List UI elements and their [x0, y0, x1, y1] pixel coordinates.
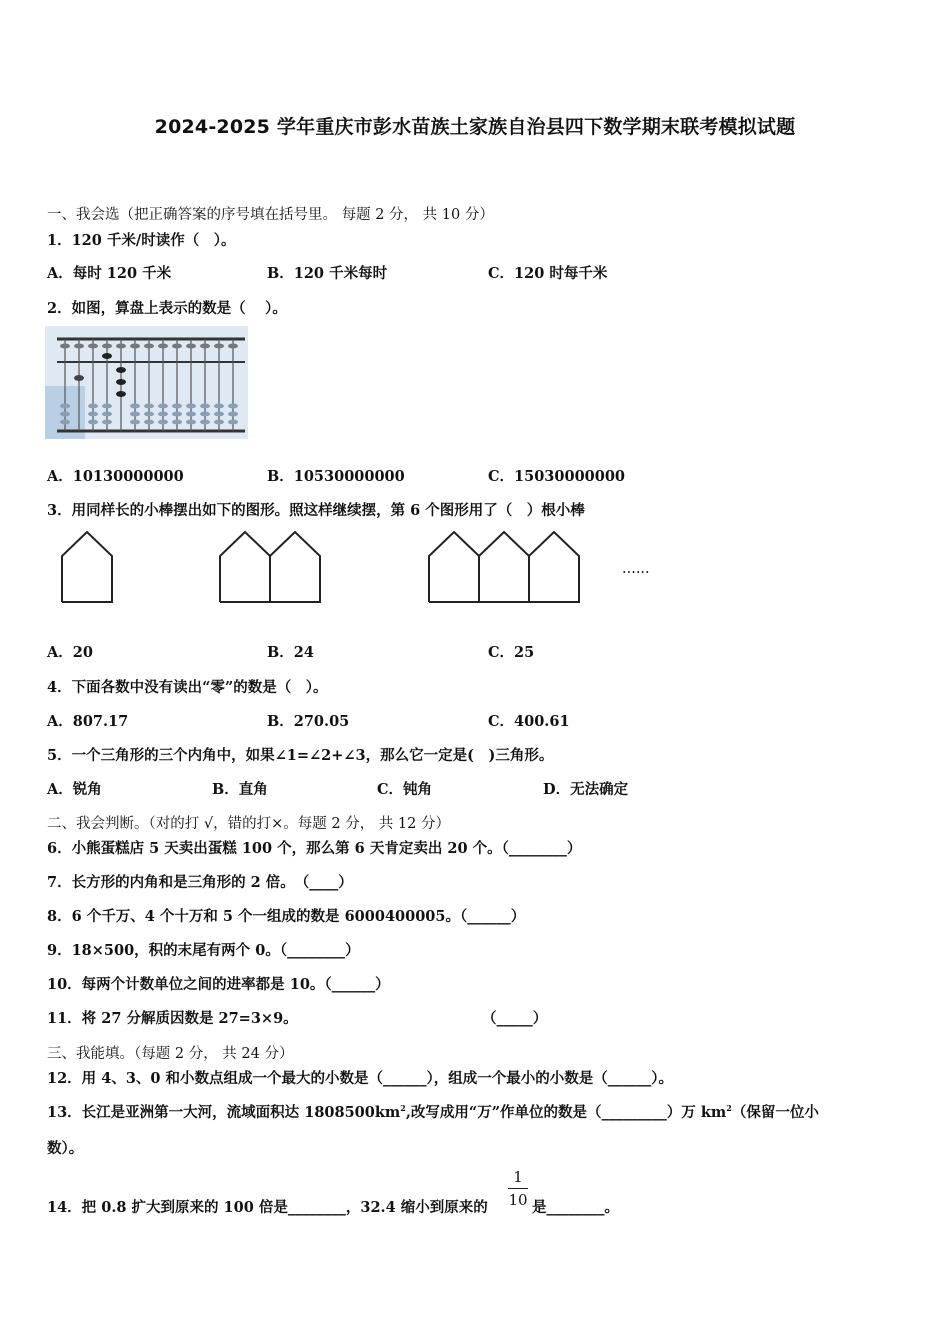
- q13-sup1: 2: [400, 1103, 406, 1114]
- q14-part2: 是________。: [532, 1199, 619, 1216]
- q3-stem: 3．用同样长的小棒摆出如下的图形。照这样继续摆，第 6 个图形用了（ ）根小棒: [47, 502, 585, 519]
- q2-stem: 2．如图，算盘上表示的数是（ ）。: [47, 300, 287, 317]
- q5-option-a: A．锐角: [47, 781, 102, 798]
- q7-statement: 7．长方形的内角和是三角形的 2 倍。 （____）: [47, 874, 353, 891]
- q2-option-c: C．15030000000: [488, 468, 626, 485]
- q2-option-a: A．10130000000: [47, 468, 184, 485]
- q1-stem: 1．120 千米/时读作（ ）。: [47, 232, 236, 249]
- q3-continuation-dots: ······: [622, 565, 650, 581]
- q6-statement: 6．小熊蛋糕店 5 天卖出蛋糕 100 个，那么第 6 天肯定卖出 20 个。（________）: [47, 840, 582, 857]
- q13-part3: （保留一位小: [731, 1104, 819, 1121]
- q13-line-2: 数）。: [47, 1140, 84, 1157]
- q14-part1: 14．把 0.8 扩大到原来的 100 倍是________，32.4 缩小到原来的: [47, 1199, 488, 1216]
- q9-statement: 9．18×500，积的末尾有两个 0。（________）: [47, 942, 360, 959]
- abacus-image: [45, 326, 248, 439]
- q11-answer-blank: （_____）: [482, 1010, 548, 1027]
- q13-sup2: 2: [726, 1103, 732, 1114]
- q3-option-c: C．25: [488, 644, 535, 661]
- q3-option-b: B．24: [267, 644, 314, 661]
- q14-fraction: [508, 1168, 528, 1209]
- q3-option-a: A．20: [47, 644, 93, 661]
- section-2-heading: 二、我会判断。（对的打 √，错的打×。每题 2 分， 共 12 分）: [47, 816, 450, 832]
- q8-statement: 8．6 个千万、4 个十万和 5 个一组成的数是 6000400005。（______）: [47, 908, 526, 925]
- q13-line-1: [47, 1101, 819, 1122]
- q1-option-a: A．每时 120 千米: [47, 265, 172, 282]
- q13-part1: 13．长江是亚洲第一大河，流域面积达 1808500km: [47, 1104, 401, 1121]
- section-1-heading: 一、我会选（把正确答案的序号填在括号里。 每题 2 分， 共 10 分）: [47, 207, 494, 223]
- q1-option-b: B．120 千米每时: [267, 265, 388, 282]
- page-title: 2024-2025 学年重庆市彭水苗族土家族自治县四下数学期末联考模拟试题: [154, 116, 796, 138]
- q13-part2: ,改写成用“万”作单位的数是（_________）万 km: [405, 1104, 727, 1121]
- q4-option-b: B．270.05: [267, 713, 350, 730]
- q4-stem: 4．下面各数中没有读出“零”的数是（ ）。: [47, 679, 328, 696]
- q14-fraction-denominator: 10: [508, 1191, 528, 1209]
- q5-option-b: B．直角: [212, 781, 268, 798]
- q12-statement: 12．用 4、3、0 和小数点组成一个最大的小数是（______），组成一个最小的小数是（______）。: [47, 1070, 674, 1087]
- q11-statement: 11．将 27 分解质因数是 27=3×9。: [47, 1010, 298, 1027]
- q4-option-a: A．807.17: [47, 713, 129, 730]
- q5-option-c: C．钝角: [377, 781, 433, 798]
- section-3-heading: 三、我能填。（每题 2 分， 共 24 分）: [47, 1046, 294, 1062]
- q2-option-b: B．10530000000: [267, 468, 405, 485]
- q14-fraction-numerator: 1: [513, 1168, 523, 1186]
- q5-stem: 5．一个三角形的三个内角中，如果∠1=∠2+∠3，那么它一定是( )三角形。: [47, 747, 554, 764]
- q10-statement: 10．每两个计数单位之间的进率都是 10。（______）: [47, 976, 390, 993]
- stick-houses-figure: [55, 528, 675, 608]
- q4-option-c: C．400.61: [488, 713, 570, 730]
- q1-option-c: C．120 时每千米: [488, 265, 608, 282]
- q5-option-d: D．无法确定: [543, 781, 629, 798]
